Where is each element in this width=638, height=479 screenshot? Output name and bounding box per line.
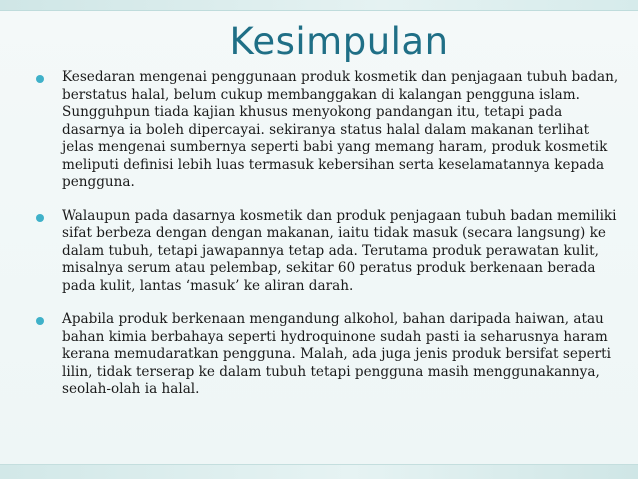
bullet-item-1 [32,69,624,192]
bullet-item-2 [32,208,624,296]
top-decorative-band [0,0,638,10]
bullet-text: Walaupun pada dasarnya kosmetik dan produk penjagaan tubuh badan memiliki sifat berbeza dengan dengan makanan, iaitu tidak masuk (secara langsung) ke dalam tubuh, tetapi jawapannya tetap ada. Terutama produk perawatan kulit, misalnya serum atau pelembap, sekitar 60 peratus produk berkenaan berada pada kulit, lantas ‘masuk’ ke aliran darah. [62,207,617,294]
bullet-text: Apabila produk berkenaan mengandung alkohol, bahan daripada haiwan, atau bahan kimia berbahaya seperti hydroquinone sudah pasti ia seharusnya haram kerana memudaratkan pengguna. Malah, ada juga jenis produk bersifat seperti lilin, tidak terserap ke dalam tubuh tetapi pengguna masih menggunakannya, seolah-olah ia halal. [62,311,611,397]
slide-title: Kesimpulan [229,20,449,63]
bullet-dot-icon [36,75,44,83]
bottom-decorative-band [0,465,638,479]
bullet-text: Kesedaran mengenai penggunaan produk kosmetik dan penjagaan tubuh badan, berstatus halal, belum cukup membanggakan di kalangan pengguna islam. Sungguhpun tiada kajian khusus menyokong pandangan itu, tetapi pada dasarnya ia boleh dipercayai. sekiranya status halal dalam makanan terlihat jelas mengenai sumbernya seperti babi yang memang haram, produk kosmetik meliputi definisi lebih luas termasuk kebersihan serta keselamatannya kepada pengguna. [62,69,619,190]
bullet-dot-icon [36,214,44,222]
top-divider [0,10,638,11]
bullet-dot-icon [36,317,44,325]
bullet-item-3 [32,311,624,399]
bullet-list [32,69,624,415]
